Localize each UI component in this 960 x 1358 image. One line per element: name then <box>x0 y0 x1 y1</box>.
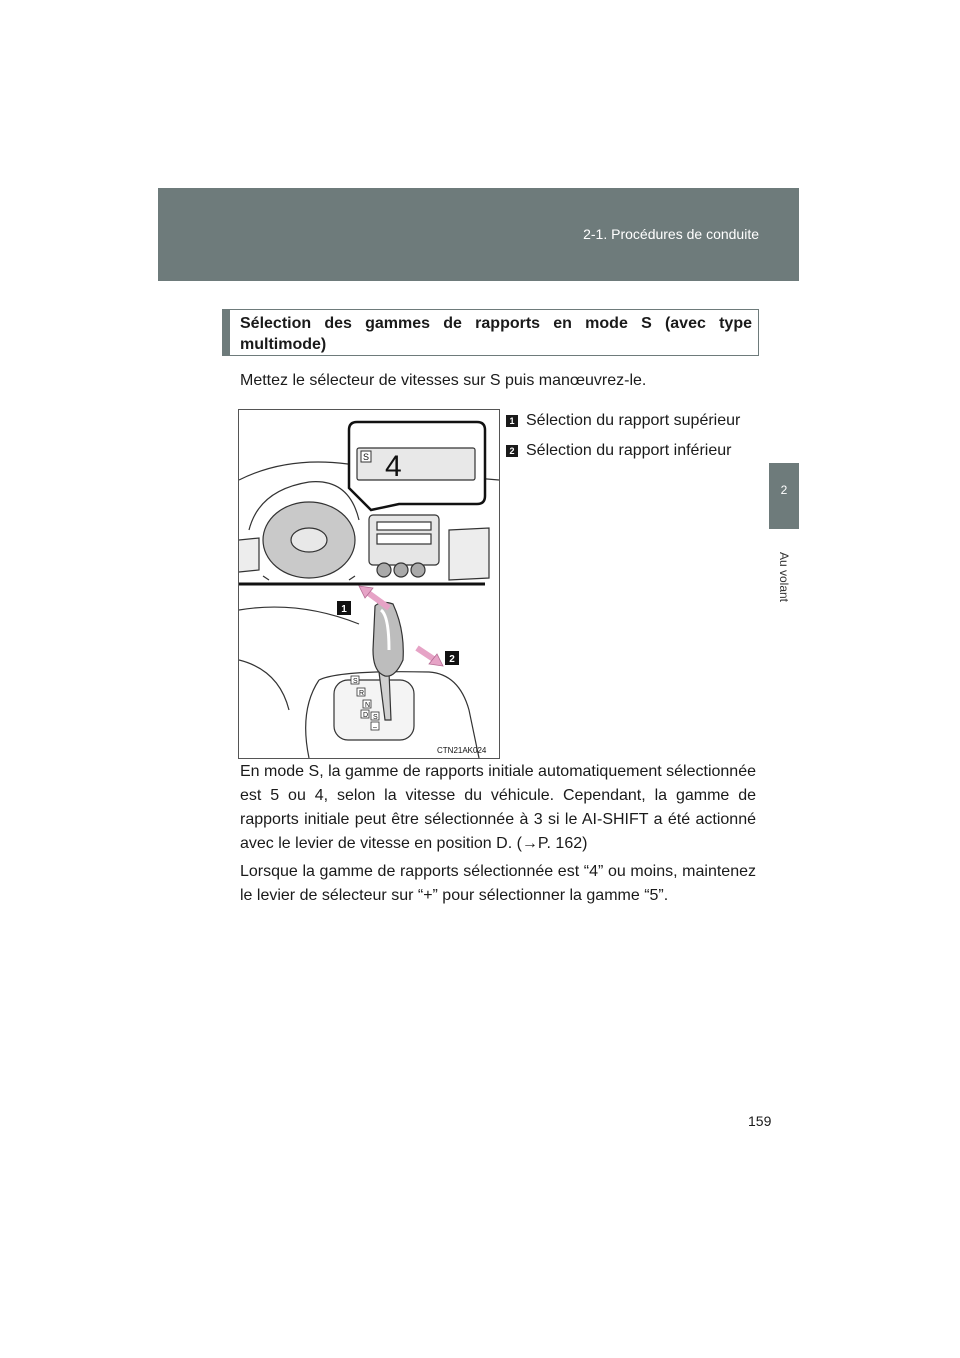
gate-label-1: S <box>353 678 358 685</box>
gate-label-6: – <box>373 724 377 731</box>
gate-label-4: D <box>363 712 369 719</box>
intro-text: Mettez le sélecteur de vitesses sur S puis manœuvrez-le. <box>240 372 647 389</box>
upshift-arrow <box>359 586 389 608</box>
legend-text-downshift: Sélection du rapport inférieur <box>526 442 732 459</box>
figure-code: CTN21AK024 <box>437 746 487 755</box>
section-heading-box <box>222 309 759 356</box>
paragraph-initial-gear: En mode S, la gamme de rapports initiale automatiquement sélectionnée est 5 ou 4, selon la vitesse du véhicule. Cependant, la gamme de rapports initiale peut être sélectionnée à 3 si le AI-SHIFT a été actionné avec le levier de vitesse en position D. (→P. 162) <box>240 763 756 852</box>
chapter-section-title: 2-1. Procédures de conduite <box>583 226 759 242</box>
legend-badge-2: 2 <box>506 445 518 457</box>
gear-display-callout <box>349 422 485 510</box>
callout-badge-2 <box>445 651 459 665</box>
callout-badge-1 <box>337 601 351 615</box>
page-number: 159 <box>748 1113 772 1129</box>
display-mode-indicator: S <box>362 452 370 462</box>
chapter-number: 2 <box>780 483 788 497</box>
chapter-tab <box>769 463 799 529</box>
downshift-arrow <box>417 648 443 666</box>
display-gear-number: 4 <box>385 450 402 483</box>
header-band <box>158 188 799 281</box>
legend-badge-1: 1 <box>506 415 518 427</box>
gate-label-5: S <box>373 714 378 721</box>
legend-item-upshift <box>506 406 740 436</box>
illustration-svg <box>239 410 499 758</box>
legend-item-downshift <box>506 436 740 466</box>
legend-text-upshift: Sélection du rapport supérieur <box>526 412 741 429</box>
section-title: Sélection des gammes de rapports en mode S (avec type multimode) <box>240 315 752 353</box>
gate-label-2: R <box>359 690 365 697</box>
paragraph-hold-plus: Lorsque la gamme de rapports sélectionnée est “4” ou moins, maintenez le levier de sélecteur sur “+” pour sélectionner la gamme “5”. <box>240 863 756 904</box>
gate-label-3: N <box>365 702 371 709</box>
shift-lever-illustration <box>238 409 500 759</box>
callout-2-label: 2 <box>449 654 455 665</box>
chapter-label: Au volant <box>777 551 791 603</box>
legend <box>506 406 740 466</box>
callout-1-label: 1 <box>341 604 347 615</box>
